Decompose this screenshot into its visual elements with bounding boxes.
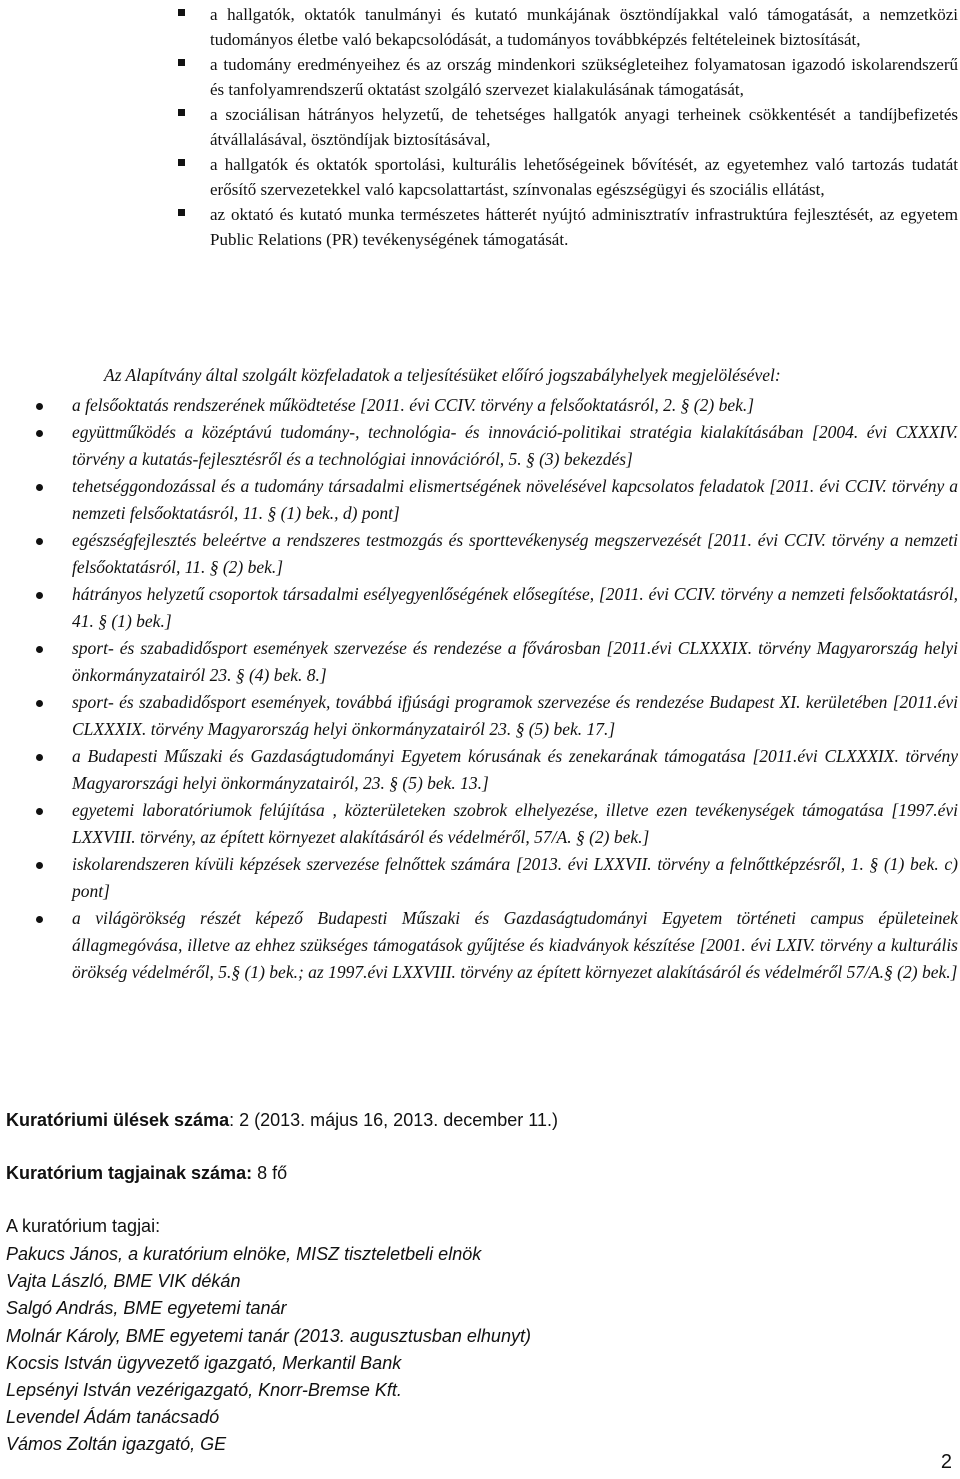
objective-item: az oktató és kutató munka természetes hátterét nyújtó adminisztratív infrastruktúra fejlesztését, az egyetem Public Relations (PR) tevékenységének támogatását. bbox=[178, 202, 958, 252]
public-task-item: a Budapesti Műszaki és Gazdaságtudományi Egyetem kórusának és zenekarának támogatása [2011.évi CLXXXIX. törvény Magyarországi helyi önkormányzatairól, 23. § (5) bek. 13.] bbox=[30, 743, 958, 797]
square-bullet-icon bbox=[178, 209, 185, 216]
round-bullet-icon bbox=[36, 484, 43, 491]
member-item: Salgó András, BME egyetemi tanár bbox=[6, 1298, 287, 1319]
member-item: Vámos Zoltán igazgató, GE bbox=[6, 1434, 227, 1455]
sessions-count bbox=[6, 1110, 558, 1131]
objective-item: a szociálisan hátrányos helyzetű, de tehetséges hallgatók anyagi terheinek csökkentését a tandíjbefizetés átvállalásával, ösztöndíjak biztosításával, bbox=[178, 102, 958, 152]
public-task-item: együttműködés a középtávú tudomány-, technológia- és innováció-politikai stratégia kialakításában [2004. évi CXXXIV. törvény a kutatás-fejlesztésről és a technológiai innovációról, 5. § (3) bekezdés] bbox=[30, 419, 958, 473]
members-count bbox=[6, 1163, 287, 1184]
objective-item: a tudomány eredményeihez és az ország mindenkori szükségleteihez folyamatosan igazodó iskolarendszerű és tanfolyamrendszerű oktatást szolgáló szervezet kialakulásának támogatását, bbox=[178, 52, 958, 102]
member-item: Molnár Károly, BME egyetemi tanár (2013. augusztusban elhunyt) bbox=[6, 1325, 531, 1346]
members-count-value: 8 fő bbox=[252, 1163, 288, 1183]
members-count-label: Kuratórium tagjainak száma: bbox=[6, 1163, 253, 1183]
public-tasks-heading: Az Alapítvány által szolgált közfeladatok a teljesítésüket előíró jogszabályhelyek megjelölésével: bbox=[104, 365, 781, 385]
member-item: Levendel Ádám tanácsadó bbox=[6, 1407, 220, 1428]
round-bullet-icon bbox=[36, 754, 43, 761]
round-bullet-icon bbox=[36, 430, 43, 437]
public-task-item: a felsőoktatás rendszerének működtetése [2011. évi CCIV. törvény a felsőoktatásról, 2. § (2) bek.] bbox=[30, 392, 958, 419]
public-task-item: sport- és szabadidősport események, továbbá ifjúsági programok szervezése és rendezése Budapest XI. kerületében [2011.évi CLXXXIX. törvény Magyarország helyi önkormányzatairól 23. § (5) bek. 17.] bbox=[30, 689, 958, 743]
round-bullet-icon bbox=[36, 916, 43, 923]
public-tasks-list bbox=[30, 392, 958, 986]
members-heading: A kuratórium tagjai: bbox=[6, 1216, 161, 1236]
square-bullet-icon bbox=[178, 9, 185, 16]
member-item: Pakucs János, a kuratórium elnöke, MISZ tiszteletbeli elnök bbox=[6, 1244, 482, 1264]
public-task-item: egészségfejlesztés beleértve a rendszeres testmozgás és sporttevékenység megszervezését [2011. évi CCIV. törvény a nemzeti felsőoktatásról, 11. § (2) bek.] bbox=[30, 527, 958, 581]
round-bullet-icon bbox=[36, 592, 43, 599]
public-task-item: egyetemi laboratóriumok felújítása , közterületeken szobrok elhelyezése, illetve ezen tevékenységek támogatása [1997.évi LXXVIII. törvény, az épített környezet alakításáról és védelméről, 57/A. § (2) bek.] bbox=[30, 797, 958, 851]
round-bullet-icon bbox=[36, 808, 43, 815]
public-task-item: a világörökség részét képező Budapesti Műszaki és Gazdaságtudományi Egyetem történeti campus épületeinek állagmegóvása, illetve az ehhez szükséges támogatások gyűjtése és kiadványok készítése [2001. évi LXIV. törvény a kulturális örökség védelméről, 5.§ (1) bek.; az 1997.évi LXXVIII. törvény az épített környezet alakításáról és védelméről 57/A.§ (2) bek.] bbox=[30, 905, 958, 986]
public-task-item: iskolarendszeren kívüli képzések szervezése felnőttek számára [2013. évi LXXVII. törvény a felnőttképzésről, 1. § (1) bek. c) pont] bbox=[30, 851, 958, 905]
members-list bbox=[6, 1241, 531, 1459]
round-bullet-icon bbox=[36, 862, 43, 869]
round-bullet-icon bbox=[36, 646, 43, 653]
public-task-item: hátrányos helyzetű csoportok társadalmi esélyegyenlőségének elősegítése, [2011. évi CCIV. törvény a nemzeti felsőoktatásról, 41. § (1) bek.] bbox=[30, 581, 958, 635]
page-number: 2 bbox=[940, 1451, 952, 1473]
square-bullet-icon bbox=[178, 109, 185, 116]
member-item: Kocsis István ügyvezető igazgató, Merkantil Bank bbox=[6, 1352, 402, 1373]
public-task-item: sport- és szabadidősport események szervezése és rendezése a fővárosban [2011.évi CLXXXIX. törvény Magyarország helyi önkormányzatairól 23. § (4) bek. 8.] bbox=[30, 635, 958, 689]
objective-item: a hallgatók, oktatók tanulmányi és kutató munkájának ösztöndíjakkal való támogatását, a nemzetközi tudományos életbe való bekapcsolódását, a tudományos továbbképzés feltételeinek biztosítását, bbox=[178, 2, 958, 52]
objectives-list bbox=[178, 2, 958, 252]
square-bullet-icon bbox=[178, 159, 185, 166]
member-item: Vajta László, BME VIK dékán bbox=[6, 1271, 241, 1292]
round-bullet-icon bbox=[36, 403, 43, 410]
objective-item: a hallgatók és oktatók sportolási, kulturális lehetőségeinek bővítését, az egyetemhez való tartozás tudatát erősítő szervezetekkel való kapcsolattartást, színvonalas egészségügyi és szociális ellátást, bbox=[178, 152, 958, 202]
member-item: Lepsényi István vezérigazgató, Knorr-Bremse Kft. bbox=[6, 1380, 402, 1401]
public-task-item: tehetséggondozással és a tudomány társadalmi elismertségének növelésével kapcsolatos feladatok [2011. évi CCIV. törvény a nemzeti felsőoktatásról, 11. § (1) bek., d) pont] bbox=[30, 473, 958, 527]
round-bullet-icon bbox=[36, 538, 43, 545]
sessions-value: : 2 (2013. május 16, 2013. december 11.) bbox=[229, 1110, 558, 1130]
round-bullet-icon bbox=[36, 700, 43, 707]
sessions-label: Kuratóriumi ülések száma bbox=[6, 1110, 230, 1130]
square-bullet-icon bbox=[178, 59, 185, 66]
